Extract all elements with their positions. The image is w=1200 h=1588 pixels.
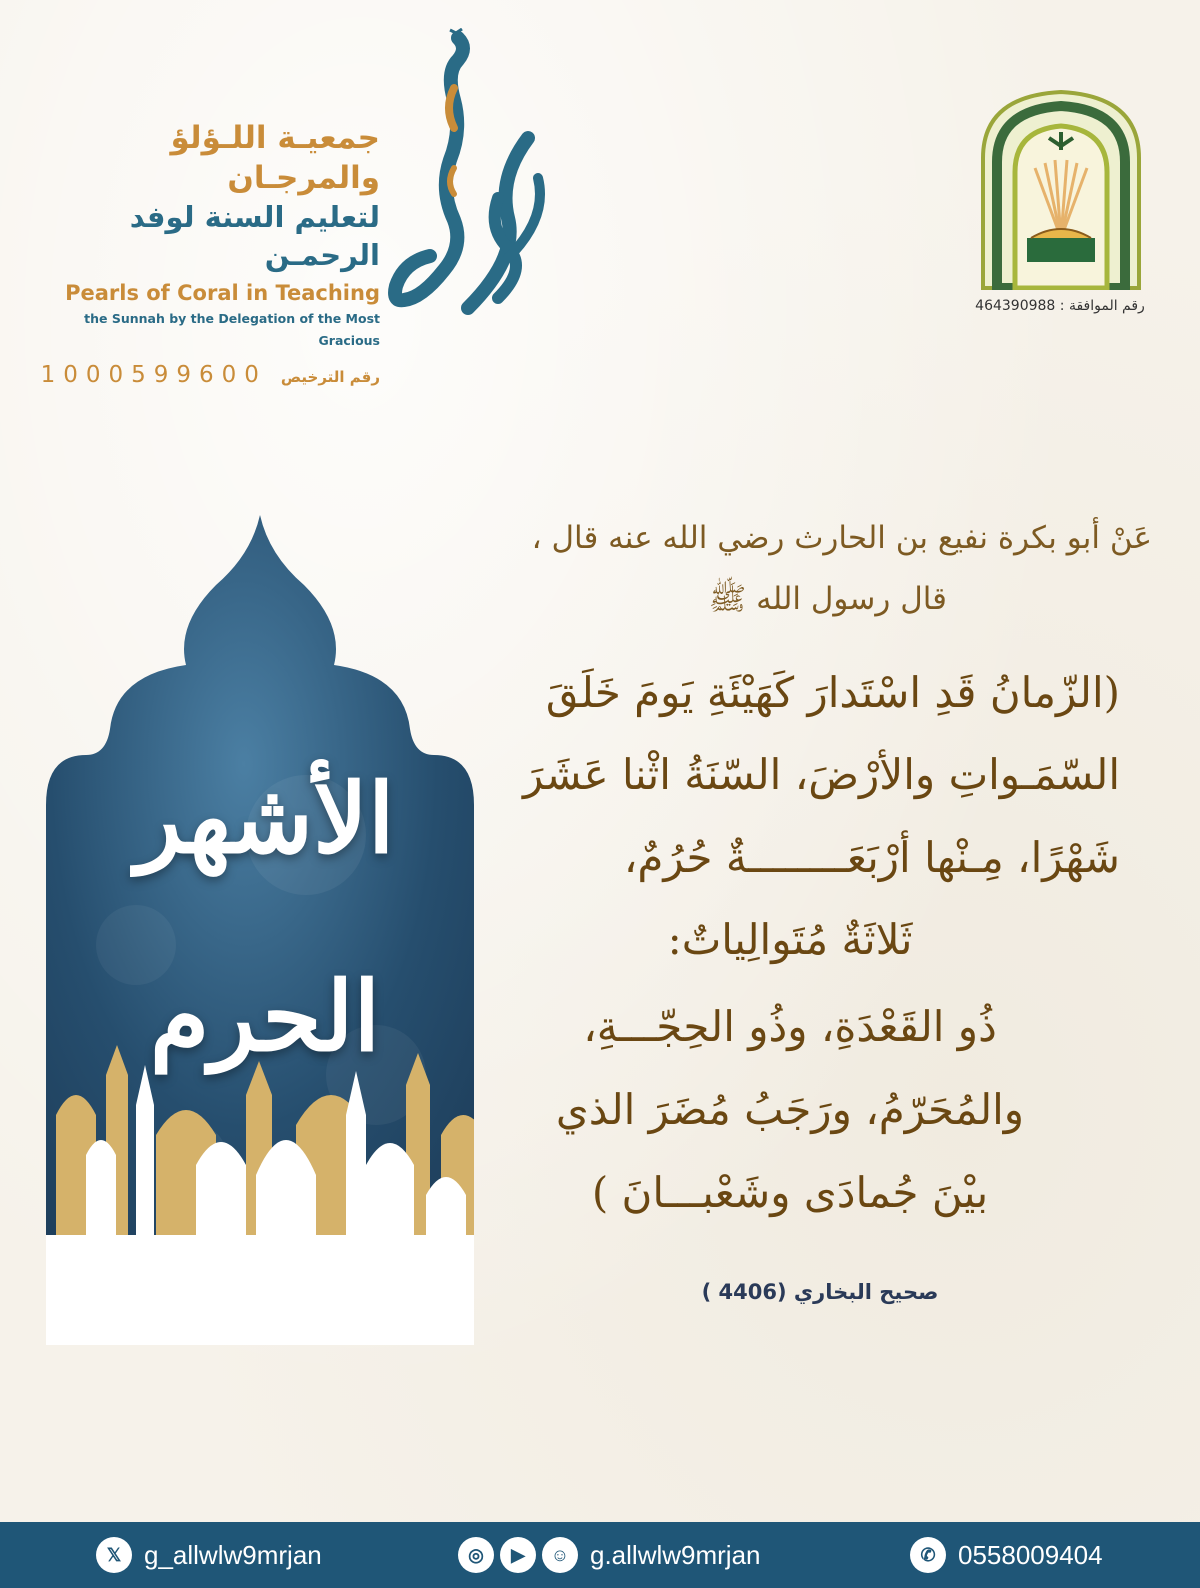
footer-bar (0, 1522, 1200, 1588)
hadith-line: (الزّمانُ قَدِ اسْتَدارَ كَهَيْئَةِ يَومَ خَلَقَ (545, 668, 1120, 717)
x-twitter-icon: 𝕏 (96, 1537, 132, 1573)
hadith-line: بيْنَ جُمادَى وشَعْبـــانَ ) (591, 1168, 989, 1217)
association-name-ar-2: لتعليم السنة لوفد الرحمـن (129, 200, 380, 272)
whatsapp-number: 0558009404 (958, 1539, 1103, 1570)
association-name-ar-1: جمعيـة اللـؤلؤ والمرجـان (170, 120, 380, 196)
association-name-en-2: the Sunnah by the Delegation of the Most Gracious (84, 311, 380, 348)
poster-title-line2: الحرم (149, 960, 381, 1073)
narrator-line-2: قال رسول الله ﷺ (708, 581, 947, 617)
social-contact[interactable] (458, 1522, 761, 1588)
hadith-line: شَهْرًا، مِـنْها أرْبَعَــــــــةٌ حُرُمٌ، (623, 833, 1120, 882)
twitter-contact[interactable] (96, 1522, 322, 1588)
twitter-handle: g_allwlw9mrjan (144, 1539, 322, 1570)
instagram-icon: ◎ (458, 1537, 494, 1573)
association-logo (388, 28, 568, 328)
hadith-line: والمُحَرّمُ، ورَجَبُ مُضَرَ الذي (555, 1085, 1025, 1134)
license-row (20, 362, 380, 388)
hadith-line: ذُو القَعْدَةِ، وذُو الحِجّـــةِ، (583, 1002, 997, 1051)
association-name-en-1: Pearls of Coral in Teaching (65, 281, 380, 305)
hadith-line: السّمَـواتِ والأرْضَ، السّنَةُ اثْنا عَشَرَ (522, 750, 1120, 799)
hadith-source: صحيح البخاري (4406 ) (701, 1280, 939, 1304)
youtube-icon: ▶ (500, 1537, 536, 1573)
license-label: رقم الترخيص (280, 368, 380, 386)
poster-title-line1: الأشهر (135, 762, 395, 875)
whatsapp-icon: ✆ (910, 1537, 946, 1573)
association-block (20, 118, 380, 388)
snapchat-icon: ☺ (542, 1537, 578, 1573)
arch-panel (46, 515, 486, 1345)
whatsapp-contact[interactable] (910, 1522, 1103, 1588)
narrator-line-1: عَنْ أبو بكرة نفيع بن الحارث رضي الله عنه قال ، (531, 520, 1152, 556)
social-handle: g.allwlw9mrjan (590, 1539, 761, 1570)
ministry-emblem (975, 88, 1147, 290)
license-number: 1000599600 (40, 362, 267, 388)
approval-number: رقم الموافقة : 464390988 (975, 298, 1145, 314)
hadith-line: ثَلاثَةٌ مُتَوالِياتٌ: (667, 915, 913, 964)
